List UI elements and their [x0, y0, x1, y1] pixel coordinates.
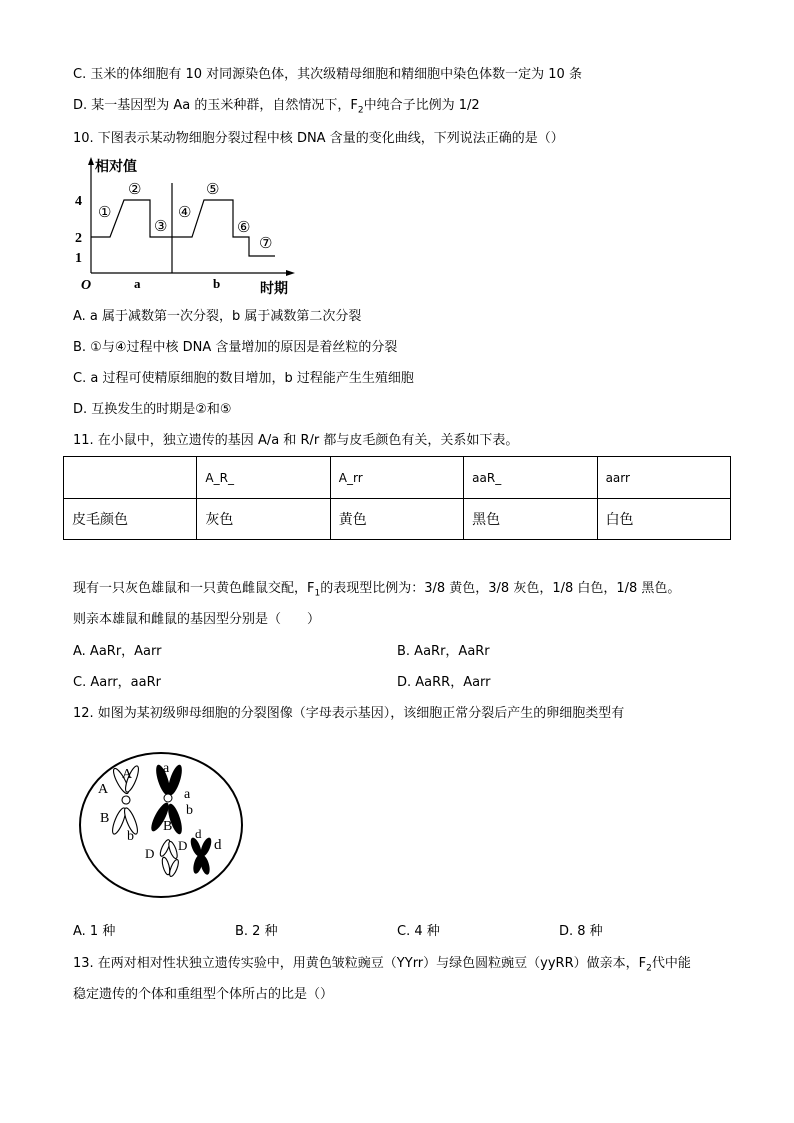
q11-option-d: D. AaRR，Aarr: [397, 675, 491, 690]
q10-stem: 10. 下图表示某动物细胞分裂过程中核 DNA 含量的变化曲线，下列说法正确的是（）: [73, 131, 564, 146]
q13-stem-line-2: 稳定遗传的个体和重组型个体所占的比是（）: [73, 987, 334, 1002]
y-axis-label: 相对值: [95, 160, 137, 175]
chromosome-white-small: [158, 839, 180, 878]
stage-2-label: ②: [128, 182, 142, 198]
q9-option-d-post: 中纯合子比例为 1/2: [363, 98, 480, 113]
q11-text-1-pre: 现有一只灰色雄鼠和一只黄色雌鼠交配，F: [73, 581, 315, 596]
q12-option-a: A. 1 种: [73, 924, 116, 939]
q9-option-d: [73, 97, 480, 120]
oocyte-cell-diagram: [78, 748, 248, 903]
q11-option-c: C. Aarr，aaRr: [73, 675, 161, 690]
table-row: [64, 499, 731, 540]
stage-4-label: ④: [178, 205, 192, 221]
table-cell: aaR_: [464, 457, 597, 499]
gene-label: A: [122, 767, 133, 782]
table-cell: A_R_: [197, 457, 330, 499]
table-cell: aarr: [597, 457, 730, 499]
gene-label: D: [145, 846, 155, 861]
stage-1-label: ①: [98, 205, 112, 221]
q11-option-a: A. AaRr，Aarr: [73, 644, 162, 659]
q13-line-1-post: 代中能: [651, 956, 691, 971]
q11-text-1-post: 的表现型比例为：3/8 黄色，3/8 灰色，1/8 白色，1/8 黑色。: [320, 581, 681, 596]
q11-text-1-sub: 1: [314, 588, 321, 599]
gene-label: A: [98, 782, 109, 797]
table-cell: A_rr: [330, 457, 463, 499]
table-cell: 皮毛颜色: [64, 499, 197, 540]
table-cell: 黑色: [464, 499, 597, 540]
gene-label: b: [127, 829, 134, 844]
q13-stem-line-1: [73, 955, 691, 978]
gene-label: d: [214, 837, 222, 853]
q12-stem: 12. 如图为某初级卵母细胞的分裂图像（字母表示基因），该细胞正常分裂后产生的卵细胞类型有: [73, 706, 625, 721]
y-tick-1: 1: [75, 251, 82, 266]
table-cell: 灰色: [197, 499, 330, 540]
q11-option-b: B. AaRr，AaRr: [397, 644, 490, 659]
gene-label: d: [195, 826, 202, 841]
q10-option-c: C. a 过程可使精原细胞的数目增加，b 过程能产生生殖细胞: [73, 371, 414, 386]
origin-label: O: [81, 278, 92, 293]
gene-label: a: [184, 787, 191, 802]
q12-option-d: D. 8 种: [559, 924, 603, 939]
table-cell: 黄色: [330, 499, 463, 540]
q11-stem: 11. 在小鼠中，独立遗传的基因 A/a 和 R/r 都与皮毛颜色有关，关系如下表。: [73, 433, 519, 448]
genotype-color-table: [63, 456, 731, 540]
q9-option-d-sub: 2: [357, 105, 364, 116]
dna-content-graph: [73, 155, 303, 300]
table-cell: [64, 457, 197, 499]
q11-text-1: [73, 580, 680, 603]
gene-label: D: [178, 838, 188, 853]
stage-7-label: ⑦: [259, 236, 273, 252]
q13-line-1-sub: 2: [646, 963, 652, 974]
q11-text-2: 则亲本雄鼠和雌鼠的基因型分别是（ ）: [73, 612, 321, 627]
q12-option-b: B. 2 种: [235, 924, 278, 939]
q9-option-d-pre: D. 某一基因型为 Aa 的玉米种群，自然情况下，F: [73, 98, 358, 113]
stage-3-label: ③: [154, 219, 168, 235]
y-tick-4: 4: [75, 194, 82, 209]
gene-label: a: [163, 761, 170, 776]
q10-option-a: A. a 属于减数第一次分裂，b 属于减数第二次分裂: [73, 309, 362, 324]
q10-option-d: D. 互换发生的时期是②和⑤: [73, 402, 232, 417]
segment-a-label: a: [134, 276, 141, 291]
stage-6-label: ⑥: [237, 220, 251, 236]
table-cell: 白色: [597, 499, 730, 540]
chromosome-black-small: [189, 836, 214, 875]
q9-option-c: C. 玉米的体细胞有 10 对同源染色体，其次级精母细胞和精细胞中染色体数一定为 10 条: [73, 67, 582, 82]
segment-b-label: b: [213, 276, 221, 291]
stage-5-label: ⑤: [206, 182, 220, 198]
q12-option-c: C. 4 种: [397, 924, 440, 939]
table-header-row: [64, 457, 731, 499]
y-tick-2: 2: [75, 231, 82, 246]
gene-label: B: [100, 811, 110, 826]
x-axis-label: 时期: [260, 282, 288, 297]
q10-option-b: B. ①与④过程中核 DNA 含量增加的原因是着丝粒的分裂: [73, 340, 398, 355]
q13-line-1-pre: 13. 在两对相对性状独立遗传实验中，用黄色皱粒豌豆（YYrr）与绿色圆粒豌豆（yyRR）做亲本，F: [73, 956, 647, 971]
gene-label: B: [163, 819, 173, 834]
gene-label: b: [186, 803, 193, 818]
